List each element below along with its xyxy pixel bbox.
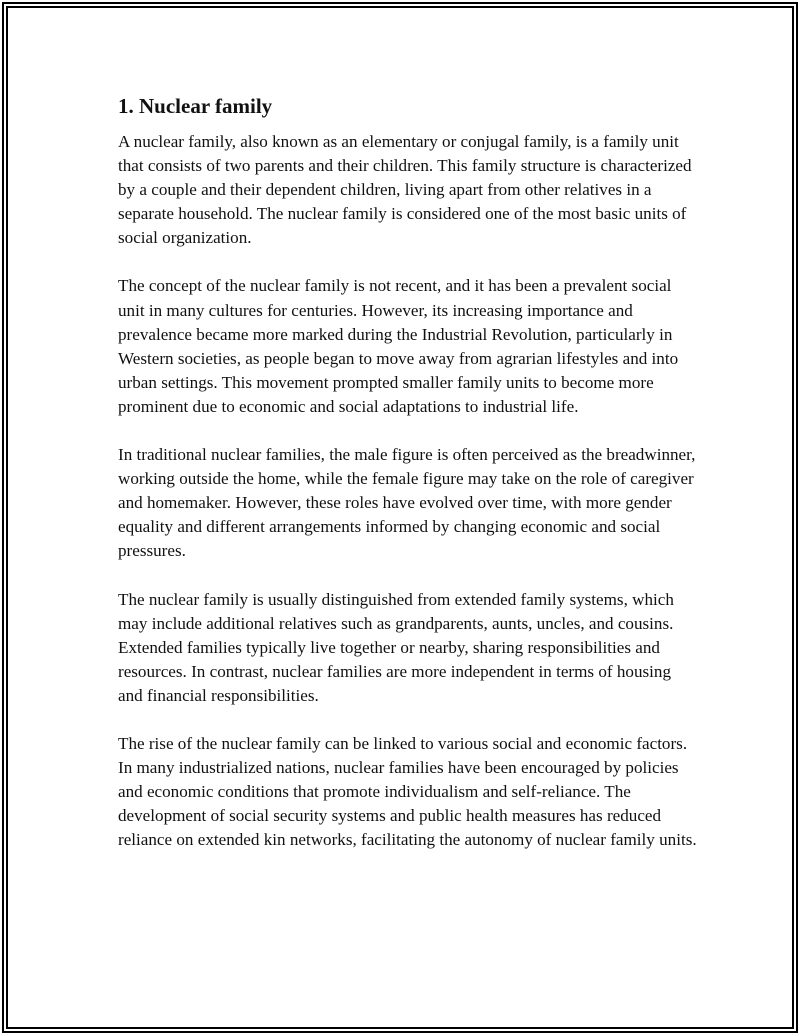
paragraph-rise-factors: The rise of the nuclear family can be linked to various social and economic factors. In many industrialized nations, nuclear families have been encouraged by policies and economic conditions that promote individualism and self-reliance. The development of social security systems and public health measures has reduced reliance on extended kin networks, facilitating the autonomy of nuclear family units. — [118, 733, 697, 850]
document-body — [118, 92, 698, 876]
paragraph-extended-family: The nuclear family is usually distinguished from extended family systems, which may include additional relatives such as grandparents, aunts, uncles, and cousins. Extended families typically live together or nearby, sharing responsibilities and resources. In contrast, nuclear families are more independent in terms of housing and financial responsibilities. — [118, 589, 674, 705]
paragraph-history: The concept of the nuclear family is not recent, and it has been a prevalent social unit in many cultures for centuries. However, its increasing importance and prevalence became more marked during the Industrial Revolution, particularly in Western societies, as people began to move away from agrarian lifestyles and into urban settings. This movement prompted smaller family units to become more prominent due to economic and social adaptations to industrial life. — [118, 276, 679, 416]
paragraph-definition: A nuclear family, also known as an elementary or conjugal family, is a family unit that consists of two parents and their children. This family structure is characterized by a couple and their dependent children, living apart from other relatives in a separate household. The nuclear family is considered one of the most basic units of social organization. — [118, 132, 692, 248]
paragraph-roles: In traditional nuclear families, the male figure is often perceived as the breadwinner, working outside the home, while the female figure may take on the role of caregiver and homemaker. However, these roles have evolved over time, with more gender equality and different arrangements informed by changing economic and social pressures. — [118, 445, 696, 561]
section-heading: 1. Nuclear family — [118, 94, 273, 118]
